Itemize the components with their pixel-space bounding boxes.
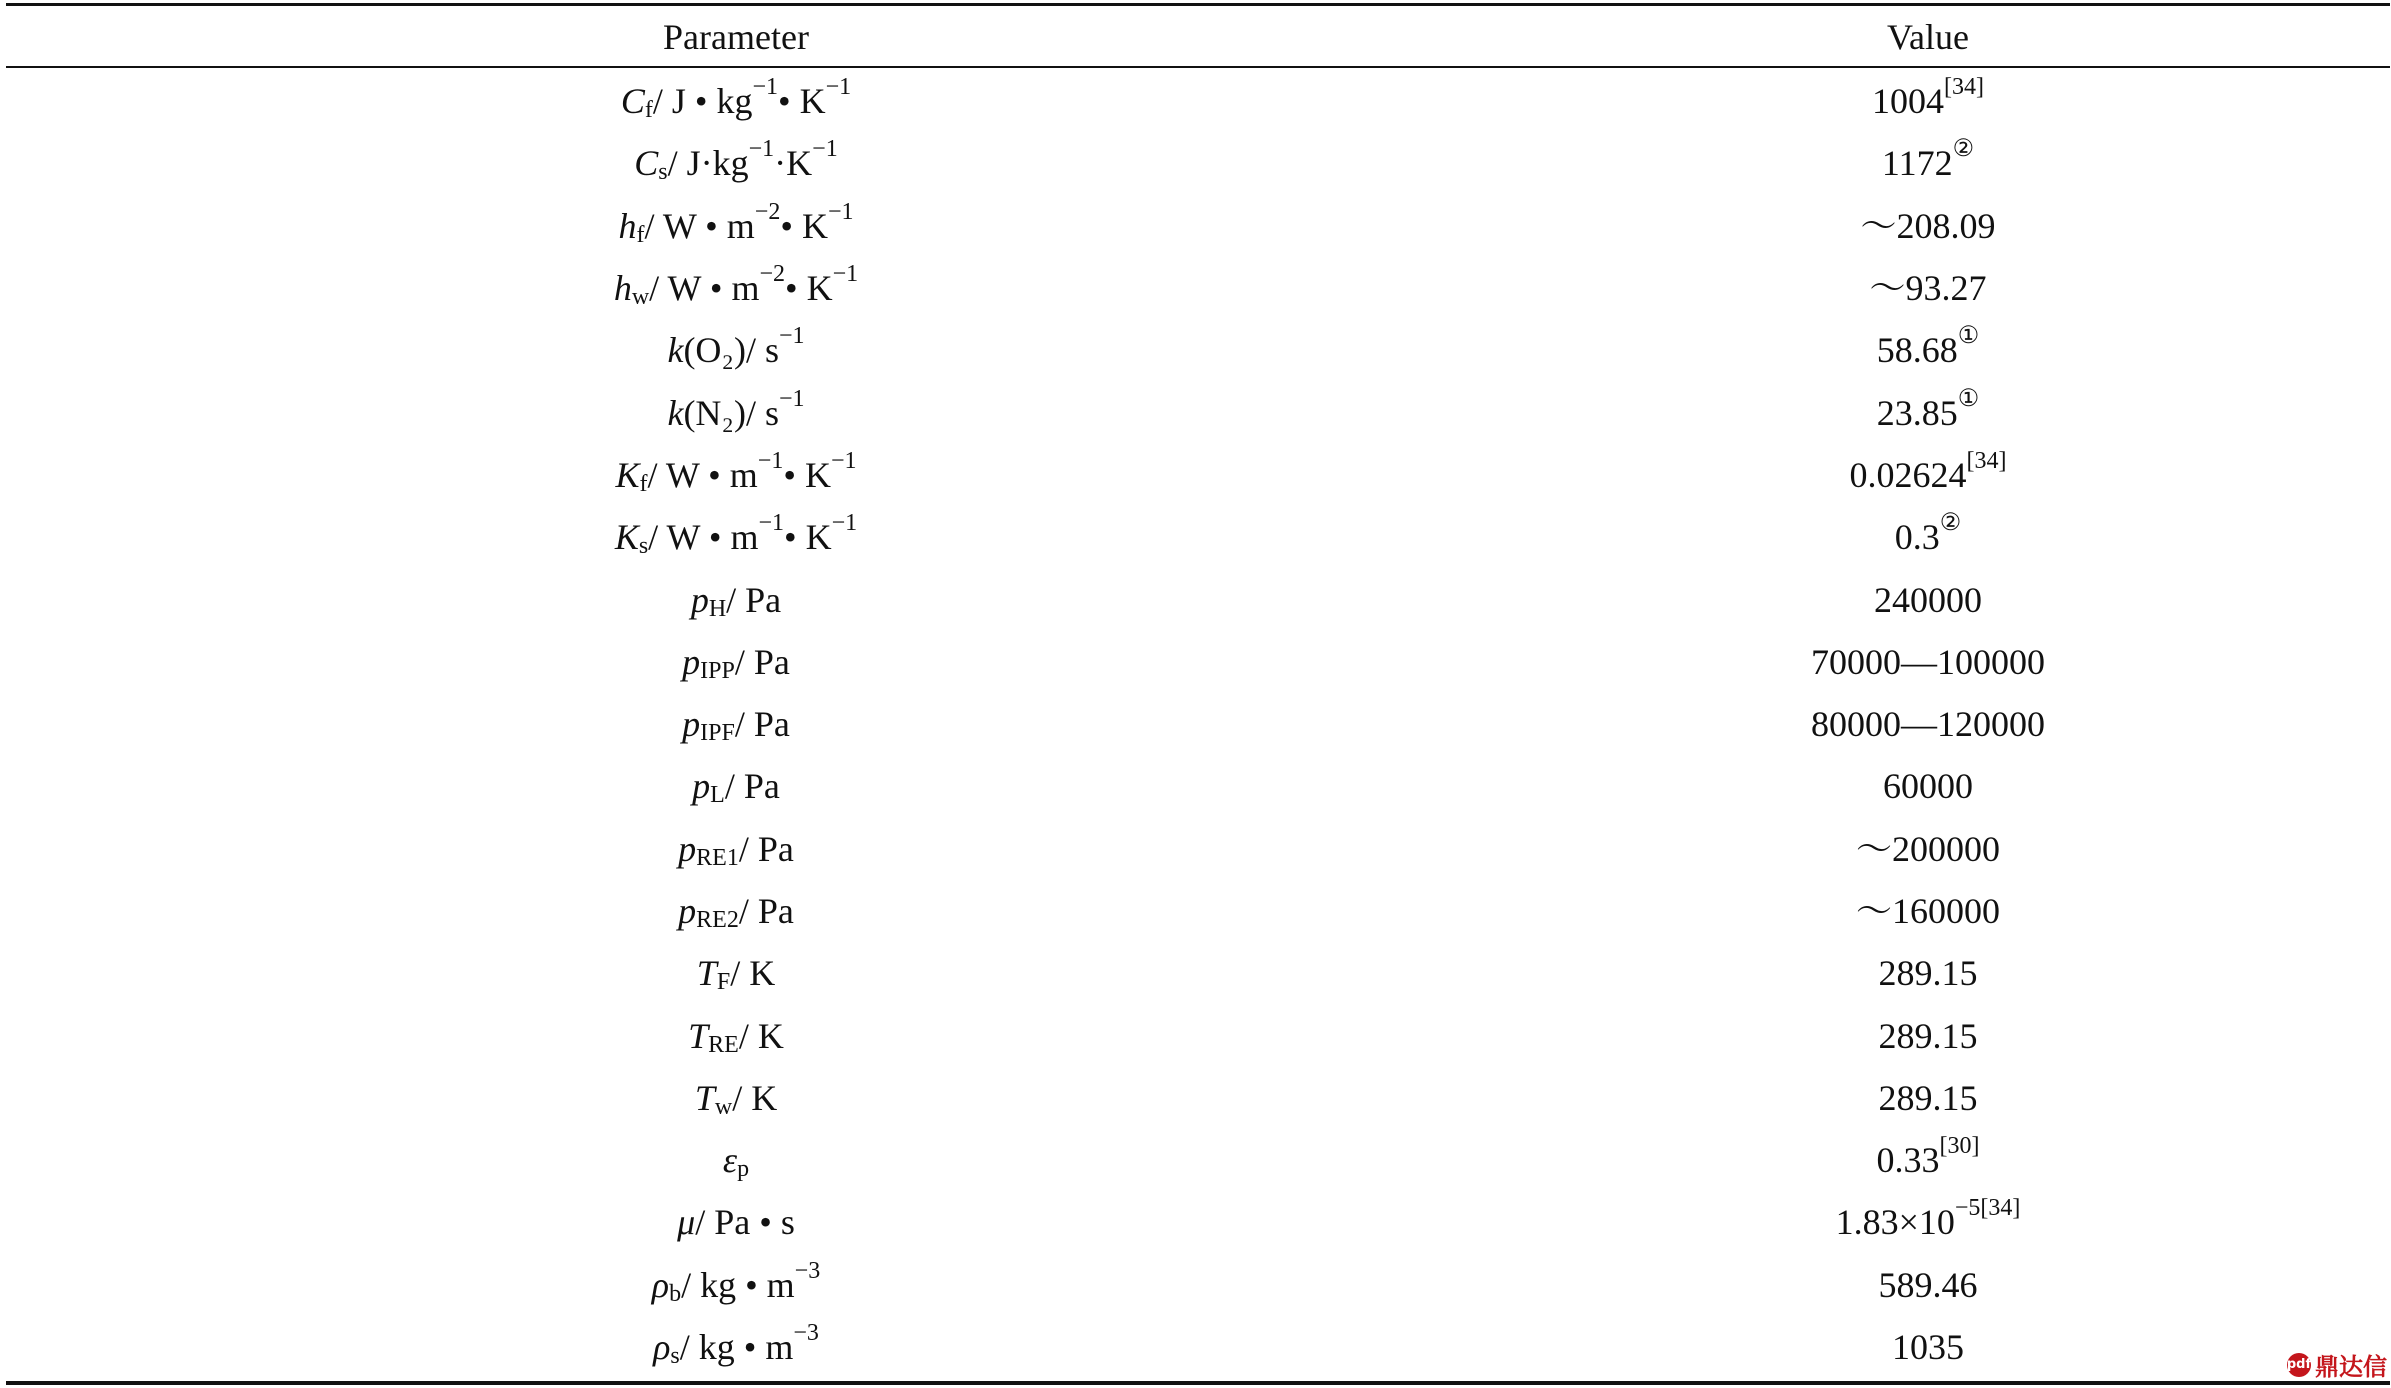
unit-exponent: −2 bbox=[759, 261, 786, 288]
value-cell bbox=[1466, 1316, 2390, 1378]
unit-exponent: −1 bbox=[778, 385, 805, 412]
parameter-subscript: L bbox=[710, 782, 725, 809]
parameter-cell bbox=[6, 880, 1466, 942]
table-row bbox=[6, 195, 2390, 257]
parameter-symbol: p bbox=[682, 641, 701, 682]
parameter-cell bbox=[6, 693, 1466, 755]
parameter-cell bbox=[6, 818, 1466, 880]
unit-exponent-2: −1 bbox=[812, 136, 838, 163]
parameter-symbol: p bbox=[690, 579, 709, 620]
parameter-unit: / Pa bbox=[726, 579, 782, 620]
value-text: ～200000 bbox=[1855, 828, 2000, 869]
unit-exponent-2: −1 bbox=[825, 74, 852, 101]
top-rule bbox=[6, 3, 2390, 6]
value-cell bbox=[1466, 1191, 2390, 1253]
parameter-subscript: IPF bbox=[700, 720, 735, 747]
value-text: 289.15 bbox=[1878, 1077, 1978, 1118]
parameter-cell bbox=[6, 257, 1466, 319]
value-cell bbox=[1466, 1129, 2390, 1191]
parameter-subscript: b bbox=[669, 1280, 682, 1307]
parameter-unit: / Pa bbox=[738, 891, 794, 931]
parameter-unit: / W • m bbox=[648, 517, 759, 558]
value-text: 1.83×10 bbox=[1835, 1202, 1955, 1243]
parameter-cell bbox=[6, 942, 1466, 1004]
parameter-symbol: p bbox=[682, 704, 701, 745]
value-cell bbox=[1466, 1254, 2390, 1316]
value-text: ～208.09 bbox=[1860, 205, 1996, 246]
unit-exponent: −1 bbox=[757, 447, 784, 474]
value-text: 589.46 bbox=[1878, 1264, 1978, 1305]
table-row bbox=[6, 1067, 2390, 1129]
table-row bbox=[6, 1316, 2390, 1378]
parameter-subscript: p bbox=[737, 1156, 750, 1183]
value-reference: ② bbox=[1939, 510, 1962, 537]
parameter-unit: / K bbox=[732, 1077, 778, 1118]
value-text: 70000—100000 bbox=[1811, 641, 2045, 682]
parameter-unit: / Pa bbox=[734, 641, 790, 682]
table-row bbox=[6, 257, 2390, 319]
value-cell bbox=[1466, 693, 2390, 755]
table-row bbox=[6, 1254, 2390, 1316]
value-cell bbox=[1466, 755, 2390, 817]
value-cell bbox=[1466, 1004, 2390, 1066]
parameter-symbol: h bbox=[618, 205, 637, 246]
parameter-symbol: C bbox=[634, 143, 659, 184]
parameter-unit: / W • m bbox=[649, 268, 760, 309]
table-row bbox=[6, 1004, 2390, 1066]
watermark-logo bbox=[2287, 1347, 2387, 1382]
value-text: ～160000 bbox=[1855, 891, 2000, 931]
parameter-symbol: ρ bbox=[651, 1264, 670, 1305]
table-row bbox=[6, 568, 2390, 630]
table-row bbox=[6, 818, 2390, 880]
value-cell bbox=[1466, 444, 2390, 506]
value-reference: ① bbox=[1957, 385, 1980, 412]
value-reference: [34] bbox=[1966, 447, 2007, 474]
table-body bbox=[6, 70, 2390, 1378]
parameter-unit: / J·kg bbox=[667, 143, 749, 184]
value-text: 80000—120000 bbox=[1811, 704, 2045, 745]
value-cell bbox=[1466, 70, 2390, 132]
value-cell bbox=[1466, 631, 2390, 693]
table-row bbox=[6, 381, 2390, 443]
parameter-cell bbox=[6, 319, 1466, 381]
parameter-subscript: H bbox=[708, 595, 727, 622]
parameter-cell bbox=[6, 381, 1466, 443]
parameter-subscript: s bbox=[658, 159, 668, 186]
parameter-symbol: T bbox=[688, 1015, 709, 1056]
parameter-symbol: ρ bbox=[653, 1327, 671, 1368]
unit-exponent: −1 bbox=[778, 323, 805, 350]
table-row bbox=[6, 1191, 2390, 1253]
table-row bbox=[6, 444, 2390, 506]
parameter-cell bbox=[6, 1067, 1466, 1129]
parameter-symbol: μ bbox=[677, 1202, 696, 1243]
value-reference: ① bbox=[1957, 323, 1980, 350]
value-text: 0.02624 bbox=[1849, 454, 1967, 495]
unit-exponent-2: −1 bbox=[830, 447, 857, 474]
parameter-subscript: s bbox=[638, 533, 649, 560]
parameter-cell bbox=[6, 568, 1466, 630]
value-cell bbox=[1466, 818, 2390, 880]
parameter-symbol: C bbox=[620, 81, 645, 122]
parameter-subscript: w bbox=[714, 1093, 733, 1120]
parameter-cell bbox=[6, 132, 1466, 194]
parameter-cell bbox=[6, 1316, 1466, 1378]
value-text: 23.85 bbox=[1876, 392, 1958, 433]
value-cell bbox=[1466, 880, 2390, 942]
table-row bbox=[6, 755, 2390, 817]
parameter-cell bbox=[6, 444, 1466, 506]
parameter-unit: / Pa bbox=[738, 828, 794, 869]
parameter-cell bbox=[6, 1191, 1466, 1253]
table-row bbox=[6, 942, 2390, 1004]
value-cell bbox=[1466, 319, 2390, 381]
parameter-subscript: RE bbox=[708, 1031, 739, 1058]
parameter-symbol: K bbox=[615, 454, 640, 495]
value-reference: [34] bbox=[1944, 74, 1984, 101]
value-text: 58.68 bbox=[1876, 330, 1958, 371]
unit-exponent: −3 bbox=[794, 1257, 821, 1284]
parameter-unit: / K bbox=[738, 1015, 784, 1056]
value-text: 0.3 bbox=[1894, 517, 1940, 558]
unit-exponent: −2 bbox=[754, 198, 781, 225]
parameter-unit-2: • K bbox=[783, 454, 831, 495]
parameter-unit: / kg • m bbox=[679, 1327, 794, 1368]
parameter-symbol: K bbox=[614, 517, 639, 558]
table-row bbox=[6, 880, 2390, 942]
parameter-unit: (N₂)/ s bbox=[683, 392, 779, 433]
pdf-badge-icon: pdf bbox=[2287, 1353, 2311, 1377]
value-cell bbox=[1466, 568, 2390, 630]
watermark-text: 鼎达信 bbox=[2315, 1353, 2387, 1381]
value-cell bbox=[1466, 942, 2390, 1004]
parameter-cell bbox=[6, 70, 1466, 132]
parameter-cell bbox=[6, 506, 1466, 568]
parameter-cell bbox=[6, 631, 1466, 693]
parameter-unit: / W • m bbox=[644, 205, 755, 246]
value-reference: −5[34] bbox=[1954, 1195, 2021, 1222]
value-text: 240000 bbox=[1874, 579, 1982, 620]
value-cell bbox=[1466, 1067, 2390, 1129]
parameter-subscript: IPP bbox=[700, 657, 735, 684]
parameter-unit: / J • kg bbox=[652, 81, 753, 122]
value-text: ～93.27 bbox=[1869, 268, 1987, 309]
parameter-symbol: k bbox=[667, 330, 684, 371]
header-value: Value bbox=[1887, 17, 1969, 57]
value-text: 60000 bbox=[1883, 766, 1973, 807]
parameter-subscript: F bbox=[716, 969, 731, 996]
parameter-symbol: p bbox=[692, 766, 711, 807]
parameter-symbol: p bbox=[678, 891, 697, 931]
value-text: 289.15 bbox=[1878, 953, 1978, 994]
parameter-unit-2: ·K bbox=[774, 143, 813, 184]
value-cell bbox=[1466, 381, 2390, 443]
value-text: 289.15 bbox=[1878, 1015, 1978, 1056]
table-row bbox=[6, 1129, 2390, 1191]
parameter-unit: / W • m bbox=[647, 454, 758, 495]
parameter-cell bbox=[6, 1004, 1466, 1066]
parameter-unit: / Pa • s bbox=[695, 1202, 795, 1243]
value-text: 1172 bbox=[1881, 143, 1953, 184]
parameter-symbol: p bbox=[678, 828, 697, 869]
unit-exponent-2: −1 bbox=[831, 510, 858, 537]
parameter-subscript: f bbox=[636, 221, 645, 248]
bottom-rule bbox=[6, 1381, 2390, 1385]
value-cell bbox=[1466, 506, 2390, 568]
table-row bbox=[6, 693, 2390, 755]
parameter-unit-2: • K bbox=[785, 268, 833, 309]
parameter-unit-2: • K bbox=[784, 517, 832, 558]
unit-exponent: −1 bbox=[752, 74, 779, 101]
parameter-unit-2: • K bbox=[778, 81, 826, 122]
value-text: 0.33 bbox=[1876, 1140, 1940, 1181]
parameter-symbol: T bbox=[696, 953, 717, 994]
parameter-subscript: w bbox=[631, 284, 650, 311]
parameter-unit-2: • K bbox=[780, 205, 828, 246]
parameter-unit: / Pa bbox=[724, 766, 780, 807]
unit-exponent: −1 bbox=[748, 136, 775, 163]
value-text: 1004 bbox=[1872, 81, 1944, 122]
parameter-subscript: f bbox=[644, 97, 653, 124]
header-parameter: Parameter bbox=[663, 17, 809, 57]
table-header bbox=[6, 8, 2390, 66]
parameter-symbol: k bbox=[667, 392, 684, 433]
parameter-unit: (O₂)/ s bbox=[683, 330, 779, 371]
table-row bbox=[6, 506, 2390, 568]
table-row bbox=[6, 70, 2390, 132]
parameter-cell bbox=[6, 1254, 1466, 1316]
parameter-unit: / Pa bbox=[734, 704, 790, 745]
value-cell bbox=[1466, 195, 2390, 257]
value-reference: ② bbox=[1952, 136, 1975, 163]
parameter-unit: / K bbox=[730, 953, 776, 994]
value-cell bbox=[1466, 257, 2390, 319]
parameter-cell bbox=[6, 1129, 1466, 1191]
unit-exponent-2: −1 bbox=[827, 198, 854, 225]
parameter-unit: / kg • m bbox=[681, 1264, 795, 1305]
parameter-symbol: h bbox=[613, 268, 632, 309]
parameter-subscript: s bbox=[670, 1343, 680, 1370]
parameter-symbol: T bbox=[694, 1077, 715, 1118]
parameter-subscript: f bbox=[639, 470, 648, 497]
table-row bbox=[6, 631, 2390, 693]
unit-exponent: −3 bbox=[793, 1320, 819, 1347]
table-row bbox=[6, 319, 2390, 381]
parameter-subscript: RE2 bbox=[696, 907, 739, 933]
unit-exponent: −1 bbox=[758, 510, 785, 537]
parameter-subscript: RE1 bbox=[696, 844, 739, 871]
header-rule bbox=[6, 66, 2390, 68]
parameter-symbol: ε bbox=[722, 1140, 738, 1181]
unit-exponent-2: −1 bbox=[832, 261, 859, 288]
value-reference: [30] bbox=[1939, 1133, 1980, 1160]
value-cell bbox=[1466, 132, 2390, 194]
parameter-cell bbox=[6, 755, 1466, 817]
table-row bbox=[6, 132, 2390, 194]
value-text: 1035 bbox=[1892, 1327, 1964, 1368]
parameter-cell bbox=[6, 195, 1466, 257]
